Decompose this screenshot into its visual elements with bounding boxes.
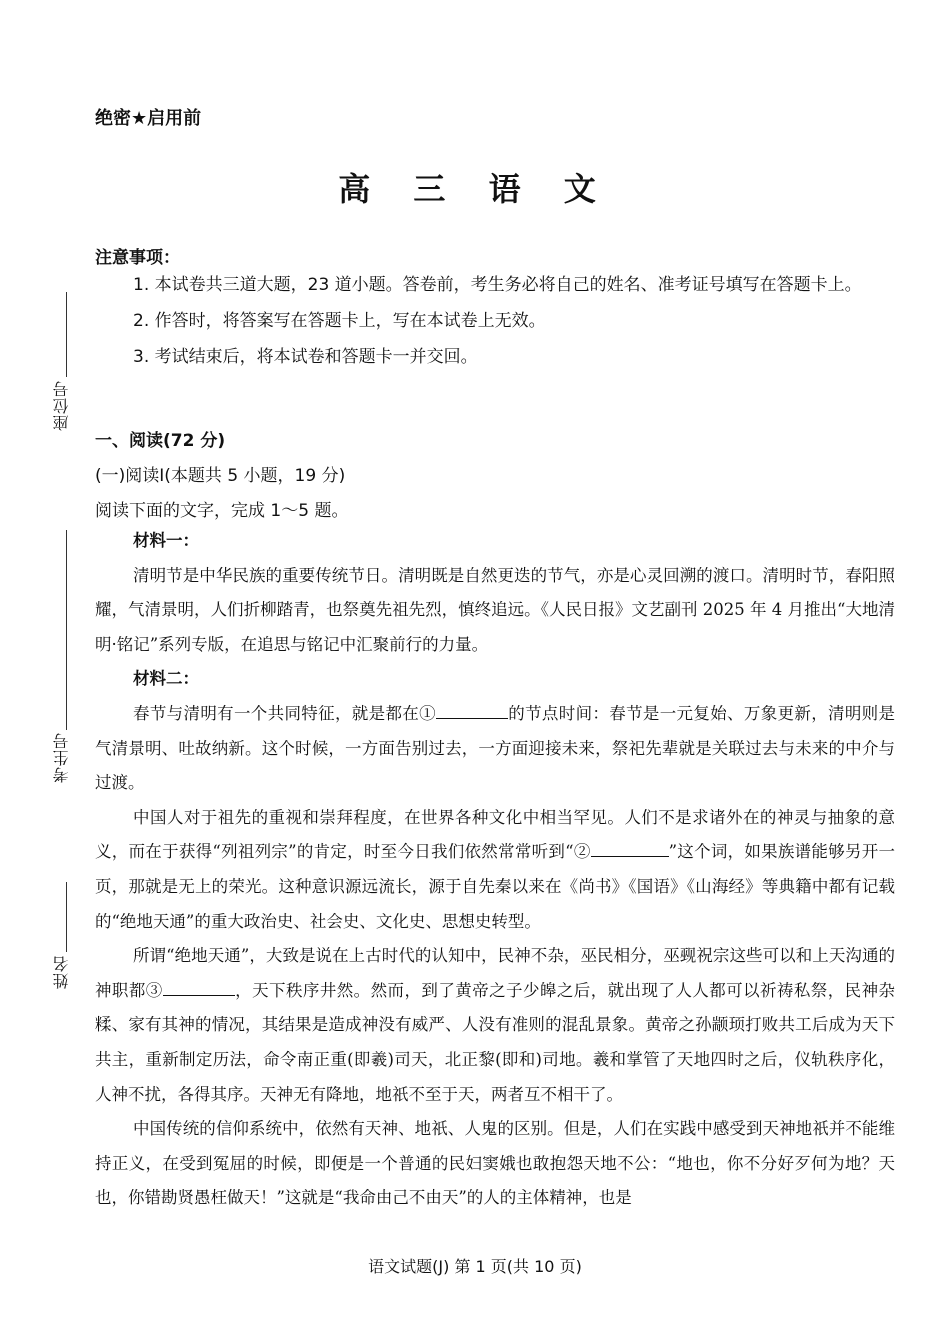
exam-title: 高 三 语 文 [338, 170, 612, 208]
blank-1[interactable] [436, 700, 508, 719]
material2-paragraph-1: 春节与清明有一个共同特征，就是都在① 的节点时间：春节是一元复始、万象更新，清明则是气清景明、吐故纳新。这个时候，一方面告别过去，一方面迎接未来，祭祀先辈就是关联过去与未来的中介与过渡。 [95, 697, 895, 801]
page-footer: 语文试题(J) 第 1 页(共 10 页) [368, 1257, 582, 1276]
sub-title: (一)阅读Ⅰ(本题共 5 小题，19 分) [95, 466, 346, 486]
instruction: 阅读下面的文字，完成 1～5 题。 [95, 501, 349, 521]
notice-list [95, 267, 895, 375]
name-label: 姓名 [52, 955, 71, 989]
blank-2[interactable] [591, 838, 669, 857]
seat-number-line [66, 292, 67, 377]
material1-paragraph: 清明节是中华民族的重要传统节日。清明既是自然更迭的节气，亦是心灵回溯的渡口。清明时节，春阳照耀，气清景明，人们折柳踏青，也祭奠先祖先烈，慎终追远。《人民日报》文艺副刊 2025 年 4 月推出“大地清明·铭记”系列专版，在追思与铭记中汇聚前行的力量。 [95, 565, 895, 654]
exam-id-line [66, 530, 67, 730]
material2-heading: 材料二： [133, 669, 199, 689]
reading-passage [95, 524, 895, 1216]
notice-item: 3. 考试结束后，将本试卷和答题卡一并交回。 [133, 347, 478, 367]
notice-item: 2. 作答时，将答案写在答题卡上，写在本试卷上无效。 [133, 311, 546, 331]
name-line [66, 882, 67, 952]
material1-heading: 材料一： [133, 531, 199, 550]
seat-number-label: 座位号 [52, 380, 71, 431]
material2-paragraph-4: 中国传统的信仰系统中，依然有天神、地祇、人鬼的区别。但是，人们在实践中感受到天神地祇并不能维持正义，在受到冤屈的时候，即便是一个普通的民妇窦娥也敢抱怨天地不公：“地也，你不分好歹何为地？天也，你错勘贤愚枉做天！”这就是“我命由己不由天”的人的主体精神，也是 [95, 1119, 895, 1208]
secret-mark: 绝密★启用前 [95, 108, 202, 129]
material2-paragraph-2: 中国人对于祖先的重视和崇拜程度，在世界各种文化中相当罕见。人们不是求诸外在的神灵与抽象的意义，而在于获得“列祖列宗”的肯定，时至今日我们依然常常听到“② ”这个词，如果族谱能够另开一页，那就是无上的荣光。这种意识源远流长，源于自先秦以来在《尚书》《国语》《山海经》等典籍中都有记载的“绝地天通”的重大政治史、社会史、文化史、思想史转型。 [95, 807, 896, 931]
notice-heading: 注意事项： [95, 248, 180, 268]
exam-id-label: 考生号 [52, 732, 71, 783]
material2-paragraph-3: 所谓“绝地天通”，大致是说在上古时代的认知中，民神不杂，巫民相分，巫觋祝宗这些可以和上天沟通的神职都③ ，天下秩序井然。然而，到了黄帝之子少皞之后，就出现了人人都可以祈祷私祭，民神杂糅、家有其神的情况，其结果是造成神没有威严、人没有准则的混乱景象。黄帝之孙颛顼打败共工后成为天下共主，重新制定历法，命令南正重(即羲)司天，北正黎(即和)司地。羲和掌管了天地四时之后，仪轨秩序化，人神不扰，各得其序。天神无有降地，地祇不至于天，两者互不相干了。 [95, 946, 896, 1104]
blank-3[interactable] [163, 977, 235, 996]
part-title: 一、阅读(72 分) [95, 431, 226, 451]
notice-item: 1. 本试卷共三道大题，23 道小题。答卷前，考生务必将自己的姓名、准考证号填写在答题卡上。 [133, 275, 862, 295]
